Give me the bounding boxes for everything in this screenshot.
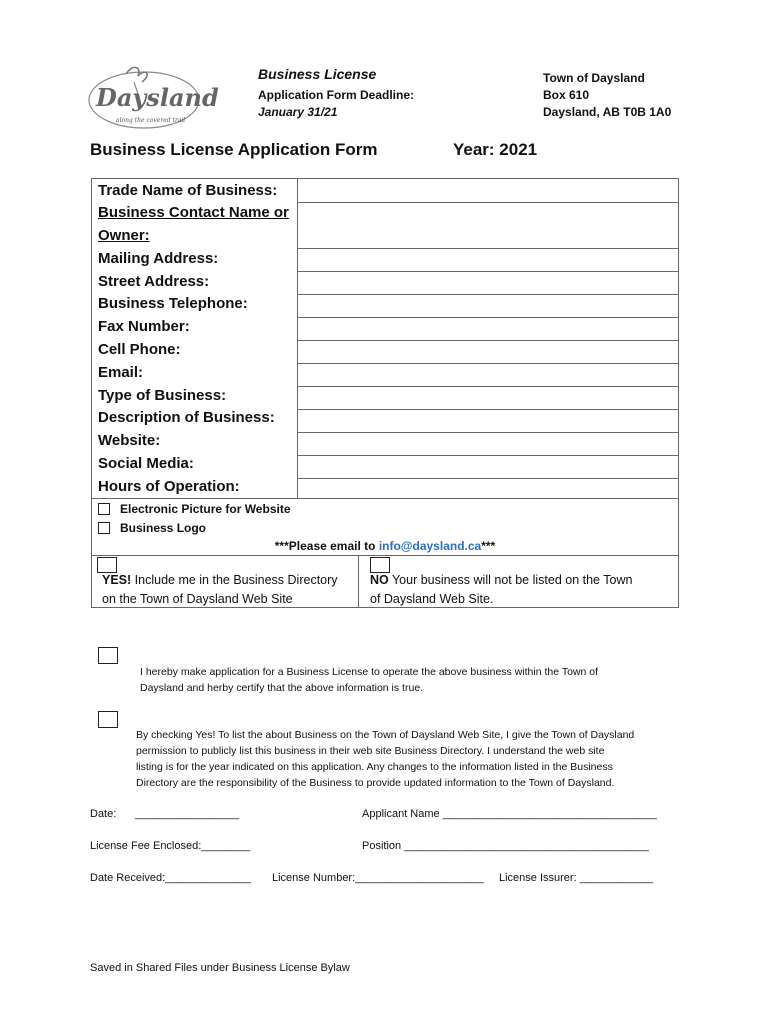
directory-yes-text [102, 571, 338, 609]
label-mailing-address: Mailing Address: [98, 250, 219, 267]
row-divider [297, 248, 678, 249]
town-postal: Daysland, AB T0B 1A0 [543, 105, 672, 119]
email-instruction [92, 539, 678, 553]
town-address [543, 70, 671, 121]
yes-text: Include me in the Business Directory [131, 573, 338, 587]
row-divider [297, 386, 678, 387]
date-field[interactable]: _________________ [135, 808, 240, 820]
license-title: Business License [258, 66, 377, 82]
date-received-field[interactable]: Date Received:______________ [90, 872, 251, 884]
footer-note: Saved in Shared Files under Business License Bylaw [90, 962, 350, 974]
row-divider [297, 409, 678, 410]
checkbox-directory-permission[interactable] [98, 711, 118, 728]
row-divider [297, 478, 678, 479]
applicant-name-field[interactable]: Applicant Name ___________________________________ [362, 808, 657, 820]
row-divider [297, 340, 678, 341]
permission-line: Directory are the responsibility of the Business to provide updated information to the Town of Daysland. [136, 777, 615, 789]
daysland-logo [86, 62, 219, 132]
no-bold: NO [370, 573, 389, 587]
town-name: Town of Daysland [543, 71, 645, 85]
column-divider [358, 555, 359, 607]
label-email: Email: [98, 364, 144, 381]
yes-line2: on the Town of Daysland Web Site [102, 592, 293, 606]
label-website: Website: [98, 432, 161, 449]
no-line2: of Daysland Web Site. [370, 592, 494, 606]
label-hours-of-operation: Hours of Operation: [98, 478, 240, 495]
form-title: Business License Application Form [90, 140, 378, 159]
checkbox-picture[interactable] [98, 503, 110, 515]
directory-no-text [370, 571, 632, 609]
row-divider [297, 363, 678, 364]
town-box: Box 610 [543, 88, 590, 102]
label-cell-phone: Cell Phone: [98, 341, 181, 358]
email-prefix: ***Please email to [274, 539, 379, 553]
label-type-of-business: Type of Business: [98, 387, 227, 404]
position-field[interactable]: Position ________________________________________ [362, 840, 649, 852]
permission-text [136, 727, 634, 791]
certify-line: Daysland and herby certify that the above information is true. [140, 682, 424, 694]
yes-bold: YES! [102, 573, 132, 587]
label-fax-number: Fax Number: [98, 318, 190, 335]
application-form [91, 178, 679, 608]
deadline-date: January 31/21 [258, 105, 338, 119]
row-divider [297, 202, 678, 203]
row-divider [297, 432, 678, 433]
svg-text:along the covered trail: along the covered trail [116, 117, 186, 124]
checkbox-logo[interactable] [98, 522, 110, 534]
attachment-picture[interactable] [98, 502, 291, 516]
license-number-field[interactable]: License Number:_____________________ [272, 872, 484, 884]
label-owner: Owner: [98, 227, 150, 244]
license-fee-field[interactable]: License Fee Enclosed:________ [90, 840, 251, 852]
row-divider [92, 555, 678, 556]
label-trade-name: Trade Name of Business: [98, 182, 278, 199]
label-social-media: Social Media: [98, 455, 194, 472]
attachment-logo[interactable] [98, 521, 206, 535]
email-link[interactable]: info@daysland.ca [378, 539, 482, 553]
certify-line: I hereby make application for a Business License to operate the above business within the Town of [140, 666, 599, 678]
label-description: Description of Business: [98, 409, 275, 426]
svg-text:Daysland: Daysland [96, 83, 219, 112]
permission-line: listing is for the year indicated on this application. Any changes to the information listed in the Business [136, 761, 613, 773]
attachment-picture-label: Electronic Picture for Website [120, 502, 291, 516]
certify-text [140, 664, 598, 696]
row-divider [297, 271, 678, 272]
license-issurer-field[interactable]: License Issurer: ____________ [499, 872, 654, 884]
no-text: Your business will not be listed on the Town [388, 573, 633, 587]
attachment-logo-label: Business Logo [120, 521, 207, 535]
permission-line: permission to publicly list this business in their web site Business Directory. I understand the web site [136, 745, 605, 757]
checkbox-certify[interactable] [98, 647, 118, 664]
row-divider [297, 455, 678, 456]
form-year: Year: 2021 [453, 140, 538, 159]
deadline-label: Application Form Deadline: [258, 88, 415, 102]
email-suffix: *** [481, 539, 496, 553]
row-divider [297, 317, 678, 318]
row-divider [297, 294, 678, 295]
label-street-address: Street Address: [98, 273, 210, 290]
date-label: Date: [90, 808, 117, 820]
label-business-telephone: Business Telephone: [98, 295, 248, 312]
label-contact-name: Business Contact Name or [98, 204, 289, 221]
permission-line: By checking Yes! To list the about Business on the Town of Daysland Web Site, I give the Town of Daysland [136, 729, 635, 741]
row-divider [92, 498, 678, 499]
